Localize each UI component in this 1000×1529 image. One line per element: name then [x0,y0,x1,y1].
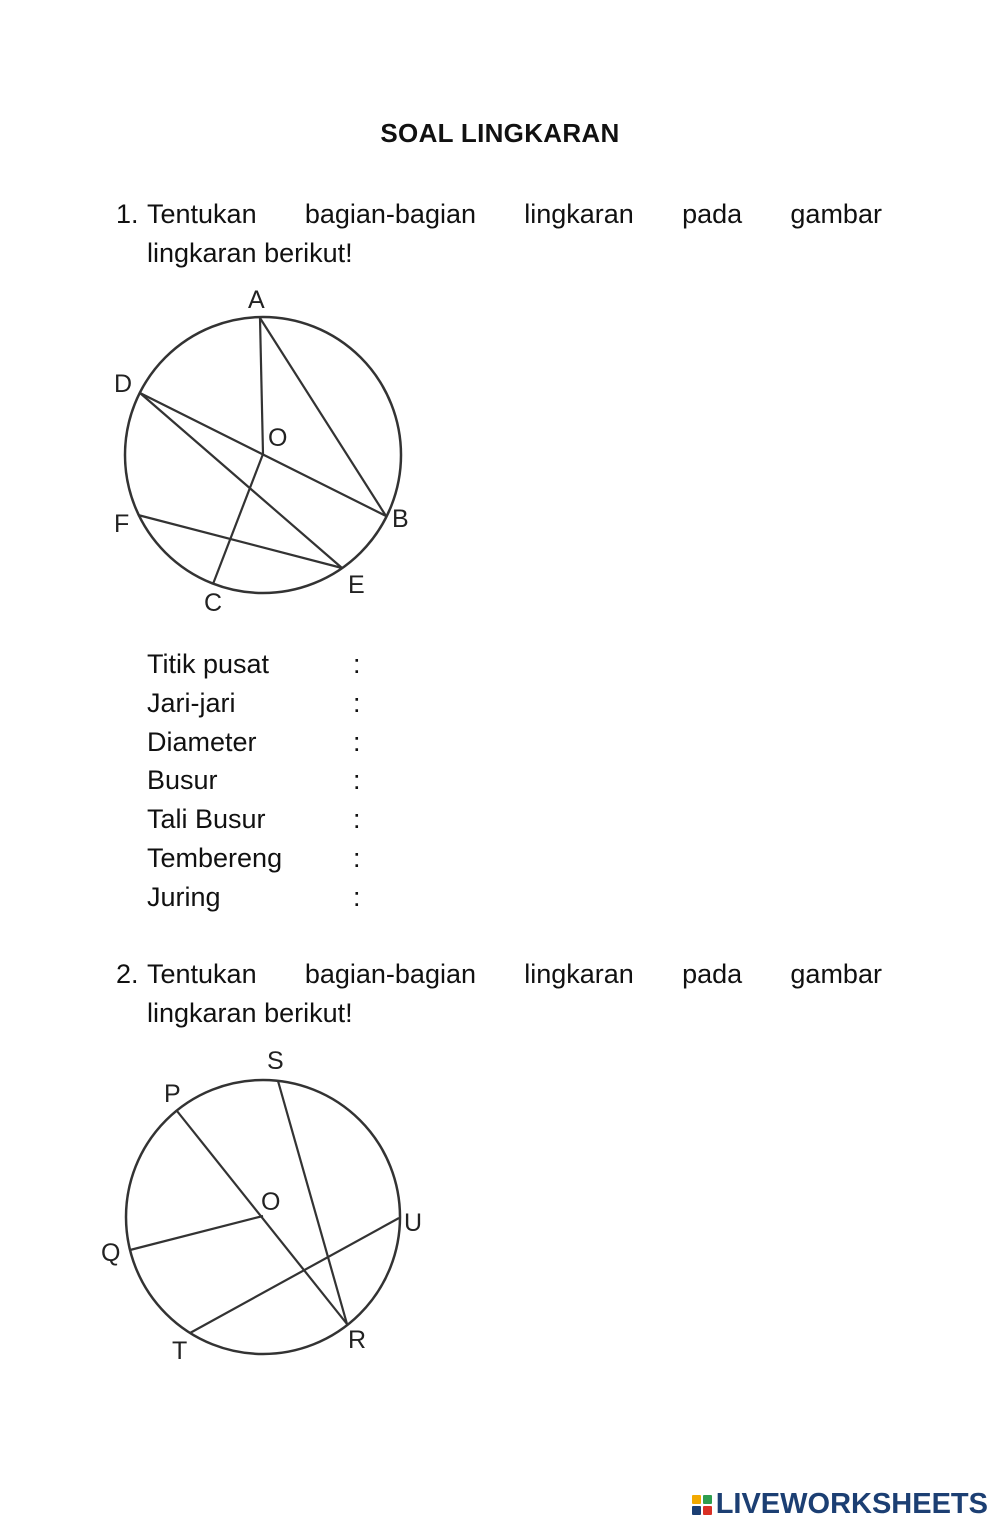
logo-block [703,1495,712,1504]
segment-TU [190,1218,399,1333]
question-1 [116,195,882,273]
answer-row [147,645,373,684]
question-word: gambar [790,959,882,989]
point-label-O: O [268,424,288,452]
point-label-Q: Q [101,1239,121,1267]
point-label-F: F [114,510,130,538]
logo-blocks-icon [692,1495,712,1515]
answer-list [147,645,373,917]
point-label-C: C [204,589,223,617]
question-line-2: lingkaran berikut! [147,998,353,1028]
logo-text: LIVEWORKSHEETS [715,1488,988,1520]
answer-row [147,761,373,800]
answer-row [147,839,373,878]
answer-label: Jari-jari [147,687,236,718]
answer-label: Tali Busur [147,804,266,835]
segment-AO [260,318,263,454]
answer-colon: : [353,649,361,679]
answer-row [147,684,373,723]
segment-AB [260,318,386,516]
question-line-2: lingkaran berikut! [147,238,353,268]
answer-colon: : [353,842,361,873]
point-label-P: P [164,1080,181,1108]
segment-PR [177,1111,347,1324]
answer-colon: : [353,881,361,912]
segment-SR [278,1081,347,1324]
circle-figure-1 [100,280,430,620]
segment-QO [130,1216,263,1250]
answer-colon: : [353,804,361,835]
question-text [147,195,882,273]
answer-row [147,723,373,762]
point-label-E: E [348,571,365,599]
answer-colon: : [353,765,361,796]
liveworksheets-logo [692,1488,988,1521]
answer-label: Juring [147,881,221,912]
question-2 [116,955,882,1033]
page-title: SOAL LINGKARAN [380,118,620,148]
logo-block [703,1506,712,1515]
question-word: pada [682,199,743,229]
point-label-R: R [348,1326,367,1354]
point-label-D: D [114,370,133,398]
point-label-A: A [248,286,265,314]
answer-colon: : [353,687,361,718]
question-word: gambar [790,199,882,229]
question-word: Tentukan [147,959,257,989]
logo-block [692,1495,701,1504]
answer-row [147,878,373,917]
question-number: 1. [116,199,139,229]
point-label-B: B [392,505,409,533]
point-label-O: O [261,1188,281,1216]
answer-colon: : [353,726,361,757]
question-word: bagian-bagian [304,199,476,229]
question-word: lingkaran [524,959,634,989]
answer-label: Tembereng [147,842,283,873]
question-text [147,955,882,1033]
question-word: Tentukan [147,199,257,229]
answer-label: Diameter [147,726,257,757]
question-word: pada [682,959,743,989]
point-label-S: S [267,1047,284,1075]
point-label-T: T [172,1337,188,1365]
answer-label: Titik pusat [147,649,270,679]
logo-block [692,1506,701,1515]
segment-OC [213,454,263,584]
point-label-U: U [404,1209,423,1237]
question-number: 2. [116,959,139,989]
question-word: bagian-bagian [304,959,476,989]
answer-label: Busur [147,765,218,796]
circle-figure-2 [95,1040,435,1370]
answer-row [147,800,373,839]
question-word: lingkaran [524,199,634,229]
